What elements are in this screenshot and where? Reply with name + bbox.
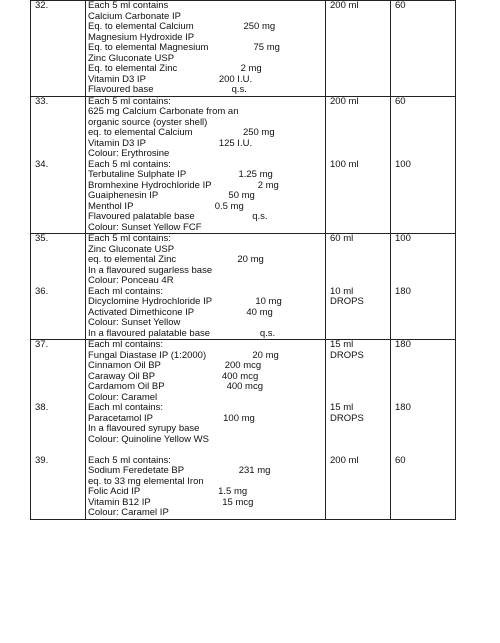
item-number: 34. — [35, 159, 49, 170]
ingredient-text: 625 mg Calcium Carbonate from an — [88, 107, 239, 117]
ingredient-text: Zinc Gluconate USP — [88, 244, 175, 255]
ingredient-text: Magnesium Hydroxide IP — [88, 32, 195, 43]
pack-size: DROPS — [330, 297, 364, 307]
ingredient-amount: 0.5 mg — [214, 201, 244, 212]
composition-line — [86, 85, 325, 96]
ingredient-text: Colour: Erythrosine — [88, 149, 170, 159]
item-number-cell — [31, 234, 86, 340]
ingredient-text: Vitamin D3 IP — [88, 138, 146, 149]
composition-line — [86, 487, 325, 498]
item-number-cell — [31, 1, 86, 97]
ingredient-text: Folic Acid IP — [88, 487, 141, 497]
ingredient-text: Colour: Caramel — [88, 392, 158, 403]
item-number: 37. — [35, 340, 49, 350]
pack-size-cell — [326, 234, 391, 340]
ingredient-text: Each ml contains: — [88, 340, 163, 350]
ingredient-amount: 20 mg — [237, 255, 264, 265]
composition-line — [86, 170, 325, 181]
pack-size-cell — [326, 1, 391, 97]
composition-line — [86, 128, 325, 139]
composition-line — [86, 118, 325, 129]
pack-size-cell — [326, 96, 391, 234]
quantity-cell — [391, 96, 456, 234]
composition-line — [86, 255, 325, 266]
ingredient-text: Flavoured palatable base — [88, 212, 195, 222]
formulary-table — [30, 0, 456, 520]
quantity: 180 — [395, 286, 411, 297]
composition-line — [86, 477, 325, 488]
table-row — [31, 96, 456, 234]
composition-line — [86, 287, 325, 298]
composition-line — [86, 139, 325, 150]
item-number: 35. — [35, 234, 49, 244]
ingredient-amount: 100 mg — [223, 413, 255, 424]
composition-line — [86, 403, 325, 414]
ingredient-text: Fungal Diastase IP (1:2000) — [88, 350, 207, 361]
composition-line — [86, 393, 325, 404]
ingredient-amount: 200 I.U. — [218, 74, 253, 85]
composition-line — [86, 43, 325, 54]
composition-line — [86, 22, 325, 33]
quantity-cell — [391, 234, 456, 340]
ingredient-text: Sodium Feredetate BP — [88, 466, 185, 476]
composition-line — [86, 191, 325, 202]
composition-line — [86, 508, 325, 519]
ingredient-text: Flavoured base — [88, 85, 154, 95]
ingredient-amount: 400 mcg — [221, 371, 259, 382]
ingredient-amount: 15 mcg — [222, 497, 254, 508]
item-number: 39. — [35, 455, 49, 466]
pack-size: 15 ml — [330, 403, 354, 413]
ingredient-amount: q.s. — [259, 328, 276, 339]
item-number-cell — [31, 96, 86, 234]
quantity: 100 — [395, 159, 411, 170]
composition-line — [86, 97, 325, 108]
ingredient-text: Menthol IP — [88, 201, 134, 212]
item-number: 33. — [35, 96, 49, 107]
ingredient-text: Eq. to elemental Zinc — [88, 64, 178, 74]
quantity-cell — [391, 1, 456, 97]
composition-line — [86, 435, 325, 446]
quantity: 100 — [395, 234, 411, 244]
ingredient-amount: 1.5 mg — [218, 487, 248, 497]
composition-line — [86, 75, 325, 86]
table-row — [31, 340, 456, 520]
composition-line — [86, 160, 325, 171]
quantity: 60 — [395, 96, 406, 107]
pack-size: 200 ml — [330, 1, 359, 11]
composition-line — [86, 340, 325, 351]
ingredient-text: organic source (oyster shell) — [88, 117, 208, 128]
composition-line — [86, 181, 325, 192]
ingredient-amount: 2 mg — [257, 180, 279, 191]
item-number: 38. — [35, 403, 49, 413]
composition-line — [86, 33, 325, 44]
formulary-table-body — [31, 1, 456, 520]
pack-size: DROPS — [330, 413, 364, 424]
ingredient-text: Zinc Gluconate USP — [88, 53, 175, 64]
ingredient-amount: 250 mg — [243, 22, 276, 32]
ingredient-text: Paracetamol IP — [88, 413, 153, 424]
pack-size: 60 ml — [330, 234, 354, 244]
pack-size: 200 ml — [330, 455, 359, 466]
ingredient-text: Each 5 ml contains: — [88, 455, 171, 466]
composition-line — [86, 64, 325, 75]
composition-line — [86, 424, 325, 435]
ingredient-text: Each 5 ml contains: — [88, 96, 171, 107]
ingredient-amount: 1.25 mg — [238, 170, 273, 180]
ingredient-amount: 50 mg — [228, 191, 255, 201]
ingredient-text: Terbutaline Sulphate IP — [88, 170, 187, 180]
composition-line — [86, 329, 325, 340]
pack-size-cell — [326, 340, 391, 520]
ingredient-text: Eq. to elemental Magnesium — [88, 43, 209, 53]
ingredient-text: Colour: Caramel IP — [88, 508, 169, 518]
composition-line — [86, 456, 325, 467]
ingredient-amount: 400 mcg — [226, 382, 263, 392]
ingredient-amount: q.s. — [231, 85, 247, 95]
pack-size: 100 ml — [330, 159, 359, 170]
ingredient-text: Calcium Carbonate IP — [88, 11, 181, 22]
pack-size: 200 ml — [330, 96, 359, 107]
ingredient-text: Bromhexine Hydrochloride IP — [88, 180, 212, 191]
ingredient-text: Each 5 ml contains: — [88, 159, 171, 170]
composition-cell — [86, 340, 326, 520]
composition-cell — [86, 96, 326, 234]
ingredient-amount: 200 mcg — [224, 361, 262, 371]
ingredient-text: Vitamin D3 IP — [88, 74, 146, 85]
composition-line — [86, 202, 325, 213]
composition-line — [86, 245, 325, 256]
quantity: 180 — [395, 403, 411, 413]
ingredient-text: Guaiphenesin IP — [88, 191, 159, 201]
quantity: 60 — [395, 1, 406, 11]
ingredient-text: Vitamin B12 IP — [88, 497, 151, 508]
ingredient-text: In a flavoured syrupy base — [88, 424, 200, 434]
ingredient-text: Colour: Ponceau 4R — [88, 276, 174, 286]
composition-cell — [86, 234, 326, 340]
composition-line — [86, 372, 325, 383]
ingredient-text: In a flavoured sugarless base — [88, 265, 213, 276]
table-row — [31, 1, 456, 97]
quantity: 60 — [395, 455, 406, 466]
table-row — [31, 234, 456, 340]
pack-size: 15 ml — [330, 340, 354, 350]
ingredient-text: Dicyclomine Hydrochloride IP — [88, 297, 213, 307]
pack-size: DROPS — [330, 350, 364, 361]
ingredient-text: eq. to elemental Zinc — [88, 255, 177, 265]
item-number: 36. — [35, 286, 49, 297]
ingredient-text: Eq. to elemental Calcium — [88, 22, 194, 32]
composition-line — [86, 361, 325, 372]
ingredient-text: Colour: Sunset Yellow FCF — [88, 222, 202, 233]
ingredient-text: In a flavoured palatable base — [88, 328, 211, 339]
composition-line — [86, 1, 325, 12]
ingredient-amount: 250 mg — [242, 128, 275, 138]
composition-line — [86, 12, 325, 23]
composition-line — [86, 54, 325, 65]
ingredient-amount: 40 mg — [246, 307, 273, 318]
ingredient-text: Cardamom Oil BP — [88, 382, 165, 392]
ingredient-text: Each 5 ml contains — [88, 1, 169, 11]
composition-cell — [86, 1, 326, 97]
ingredient-amount: 10 mg — [255, 297, 282, 307]
composition-line — [86, 318, 325, 329]
composition-line — [86, 212, 325, 223]
ingredient-amount: 125 I.U. — [218, 138, 253, 149]
item-number-cell — [31, 340, 86, 520]
ingredient-text: Caraway Oil BP — [88, 371, 156, 382]
composition-line — [86, 266, 325, 277]
ingredient-text: eq. to elemental Calcium — [88, 128, 193, 138]
ingredient-text: Each ml contains: — [88, 286, 163, 297]
quantity: 180 — [395, 340, 411, 350]
ingredient-text: eq. to 33 mg elemental Iron — [88, 476, 204, 487]
composition-line — [86, 297, 325, 308]
ingredient-text: Colour: Quinoline Yellow WS — [88, 434, 209, 445]
ingredient-amount: q.s. — [252, 212, 268, 222]
ingredient-amount: 20 mg — [252, 350, 279, 361]
ingredient-text: Each 5 ml contains: — [88, 234, 171, 244]
ingredient-text: Activated Dimethicone IP — [88, 307, 195, 318]
composition-line — [86, 223, 325, 234]
composition-line — [86, 276, 325, 287]
composition-line — [86, 234, 325, 245]
composition-line — [86, 351, 325, 362]
composition-line — [86, 498, 325, 509]
composition-line — [86, 414, 325, 425]
ingredient-text: Colour: Sunset Yellow — [88, 318, 181, 328]
item-number: 32. — [35, 1, 49, 11]
composition-line — [86, 149, 325, 160]
ingredient-amount: 231 mg — [238, 466, 271, 476]
ingredient-text: Cinnamon Oil BP — [88, 361, 161, 371]
pack-size: 10 ml — [330, 286, 354, 297]
composition-line — [86, 382, 325, 393]
ingredient-amount: 2 mg — [240, 64, 262, 74]
quantity-cell — [391, 340, 456, 520]
ingredient-amount: 75 mg — [253, 43, 280, 53]
composition-line — [86, 466, 325, 477]
composition-line — [86, 308, 325, 319]
ingredient-text: Each ml contains: — [88, 403, 163, 413]
composition-line — [86, 107, 325, 118]
